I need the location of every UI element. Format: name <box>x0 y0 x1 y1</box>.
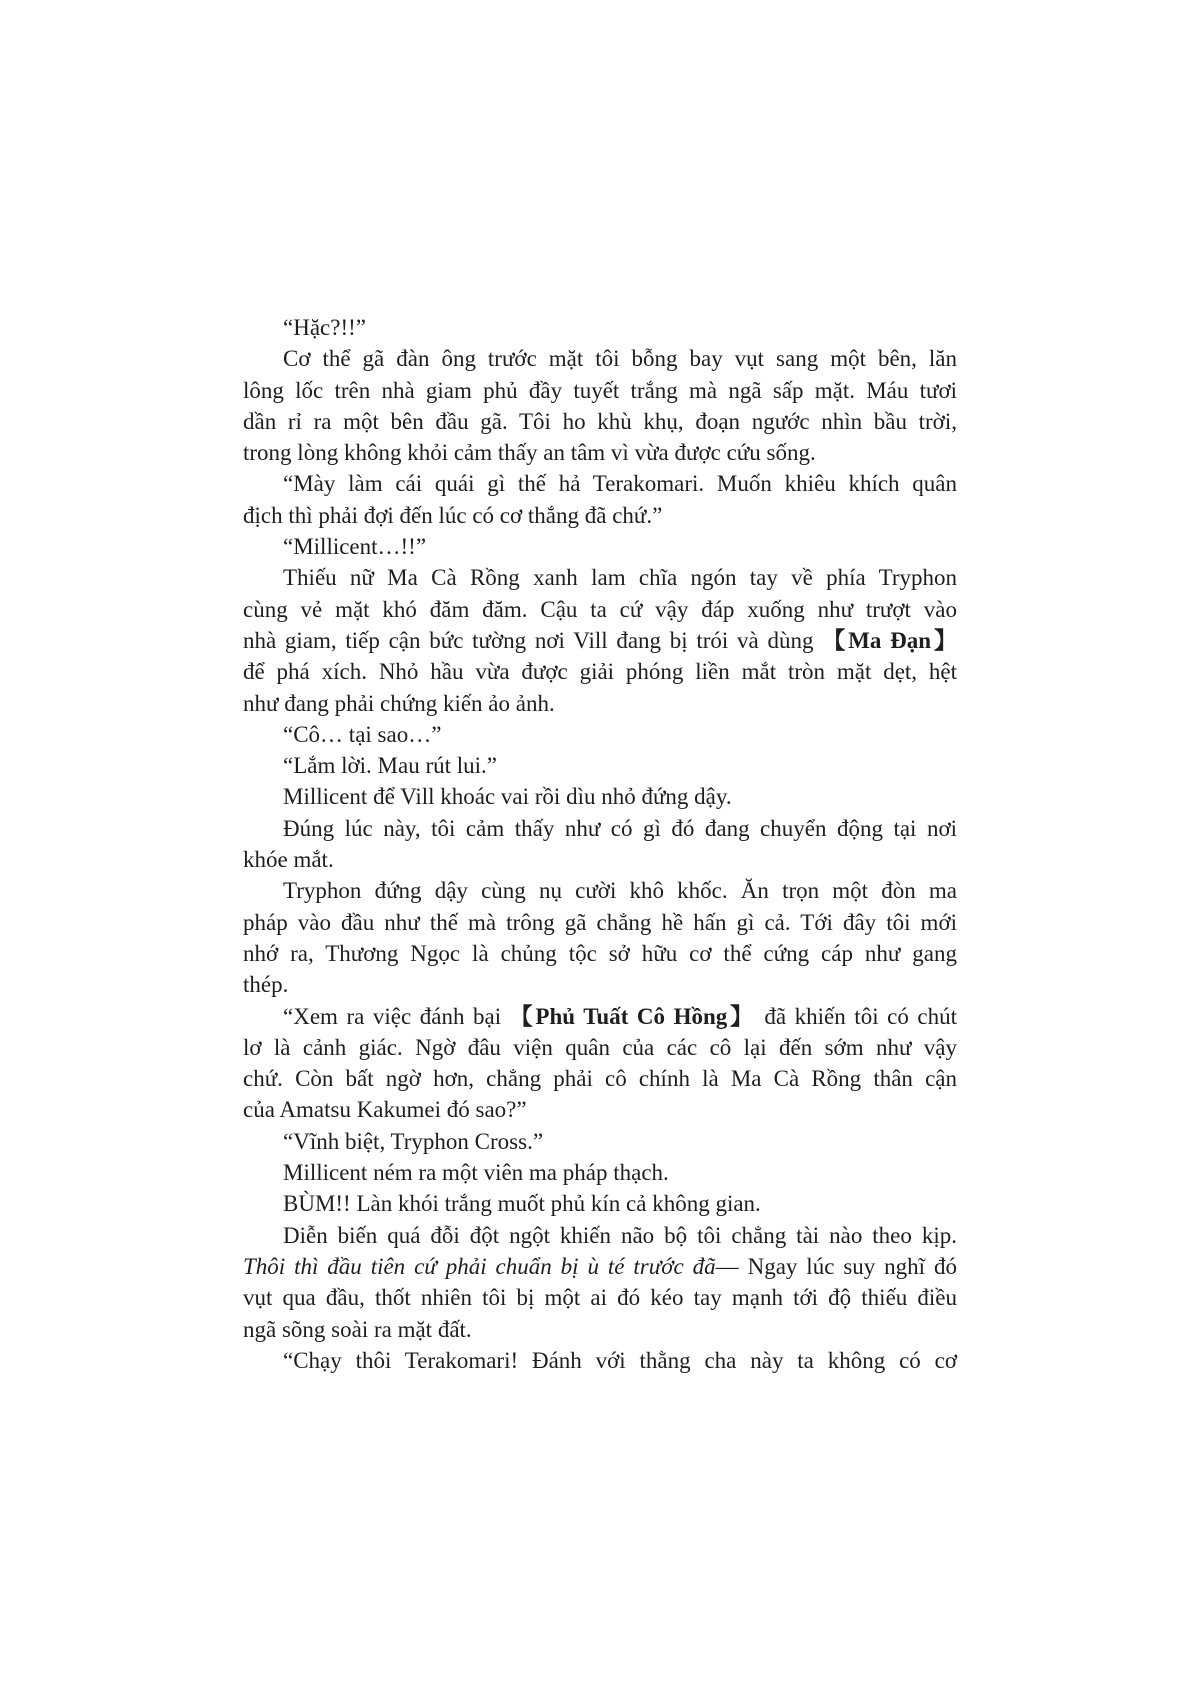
text-run: khóe mắt. <box>243 847 334 873</box>
text-line <box>243 1063 957 1094</box>
text-run: Tryphon đứng dậy cùng nụ cười khô khốc. Ăn trọn một đòn ma <box>283 878 957 904</box>
text-run: “Hặc?!!” <box>283 315 366 340</box>
text-line <box>243 500 957 531</box>
text-line <box>243 813 957 844</box>
text-run: chứ. Còn bất ngờ hơn, chẳng phải cô chính là Ma Cà Rồng thân cận <box>243 1066 957 1092</box>
text-line <box>243 312 957 343</box>
text-run: Millicent ném ra một viên ma pháp thạch. <box>283 1160 669 1186</box>
text-line <box>243 907 957 938</box>
text-run: đã khiến tôi có chút <box>755 1003 957 1029</box>
text-run: “Vĩnh biệt, Tryphon Cross.” <box>283 1128 544 1154</box>
text-line <box>243 656 957 687</box>
text-run: BÙM!! Làn khói trắng muốt phủ kín cả không gian. <box>283 1191 761 1217</box>
text-run: “Cô… tại sao…” <box>283 721 442 747</box>
text-line <box>243 1345 957 1376</box>
text-run: “Xem ra việc đánh bại <box>283 1003 510 1029</box>
text-run: — Ngay lúc suy nghĩ đó <box>715 1253 957 1279</box>
text-run: vụt qua đầu, thốt nhiên tôi bị một ai đó kéo tay mạnh tới độ thiếu điều <box>243 1285 957 1311</box>
text-line <box>243 343 957 374</box>
document-page-body <box>243 312 957 1376</box>
text-run: Đúng lúc này, tôi cảm thấy như có gì đó đang chuyển động tại nơi <box>283 815 957 841</box>
text-line <box>243 594 957 625</box>
text-run: như đang phải chứng kiến ảo ảnh. <box>243 690 555 716</box>
text-line <box>243 1032 957 1063</box>
text-run: Cơ thể gã đàn ông trước mặt tôi bỗng bay vụt sang một bên, lăn <box>283 346 957 372</box>
text-line <box>243 969 957 1000</box>
text-run: lơ là cảnh giác. Ngờ đâu viện quân của các cô lại đến sớm như vậy <box>243 1034 957 1060</box>
text-line <box>243 1126 957 1157</box>
text-run: để phá xích. Nhỏ hầu vừa được giải phóng liền mắt tròn mặt dẹt, hệt <box>243 659 957 685</box>
text-line <box>243 1251 957 1282</box>
text-run: “Millicent…!!” <box>283 534 427 560</box>
text-run: trong lòng không khỏi cảm thấy an tâm vì vừa được cứu sống. <box>243 440 816 466</box>
text-line <box>243 531 957 562</box>
text-line <box>243 1157 957 1188</box>
text-run: thép. <box>243 972 289 998</box>
text-line <box>243 437 957 468</box>
text-line <box>243 562 957 593</box>
text-line <box>243 688 957 719</box>
text-run: pháp vào đầu như thế mà trông gã chẳng hề hấn gì cả. Tới đây tôi mới <box>243 909 957 935</box>
text-run: Diễn biến quá đỗi đột ngột khiến não bộ tôi chẳng tài nào theo kịp. <box>283 1222 957 1248</box>
text-line <box>243 1282 957 1313</box>
text-line <box>243 938 957 969</box>
text-line <box>243 1001 957 1032</box>
text-run: “Chạy thôi Terakomari! Đánh với thằng cha này ta không có cơ <box>283 1347 957 1373</box>
bold-term: 【Ma Đạn】 <box>822 627 957 653</box>
text-line <box>243 1314 957 1345</box>
text-line <box>243 406 957 437</box>
text-run: nhà giam, tiếp cận bức tường nơi Vill đang bị trói và dùng <box>243 627 823 653</box>
text-line <box>243 781 957 812</box>
text-run: nhớ ra, Thương Ngọc là chủng tộc sở hữu cơ thể cứng cáp như gang <box>243 940 957 966</box>
text-run: dần rỉ ra một bên đầu gã. Tôi ho khù khụ, đoạn ngước nhìn bầu trời, <box>243 408 957 434</box>
text-run: Millicent để Vill khoác vai rồi dìu nhỏ đứng dậy. <box>283 784 732 810</box>
text-line <box>243 1188 957 1219</box>
text-line <box>243 1094 957 1125</box>
text-run: địch thì phải đợi đến lúc có cơ thắng đã chứ.” <box>243 502 663 528</box>
text-run: cùng vẻ mặt khó đăm đăm. Cậu ta cứ vậy đáp xuống như trượt vào <box>243 596 957 622</box>
text-run: lông lốc trên nhà giam phủ đầy tuyết trắng mà ngã sấp mặt. Máu tươi <box>243 377 957 403</box>
text-line <box>243 375 957 406</box>
text-run: của Amatsu Kakumei đó sao?” <box>243 1097 527 1123</box>
italic-thought: Thôi thì đầu tiên cứ phải chuẩn bị ù té trước đã <box>243 1253 716 1279</box>
text-line <box>243 719 957 750</box>
text-line <box>243 750 957 781</box>
text-run: “Lắm lời. Mau rút lui.” <box>283 753 497 779</box>
text-line <box>243 468 957 499</box>
text-line <box>243 1220 957 1251</box>
text-line <box>243 844 957 875</box>
text-line <box>243 875 957 906</box>
text-run: ngã sõng soài ra mặt đất. <box>243 1316 472 1342</box>
text-run: Thiếu nữ Ma Cà Rồng xanh lam chĩa ngón tay về phía Tryphon <box>283 565 957 591</box>
text-run: “Mày làm cái quái gì thế hả Terakomari. Muốn khiêu khích quân <box>283 471 957 497</box>
text-line <box>243 625 957 656</box>
bold-term: 【Phủ Tuất Cô Hồng】 <box>509 1003 756 1029</box>
